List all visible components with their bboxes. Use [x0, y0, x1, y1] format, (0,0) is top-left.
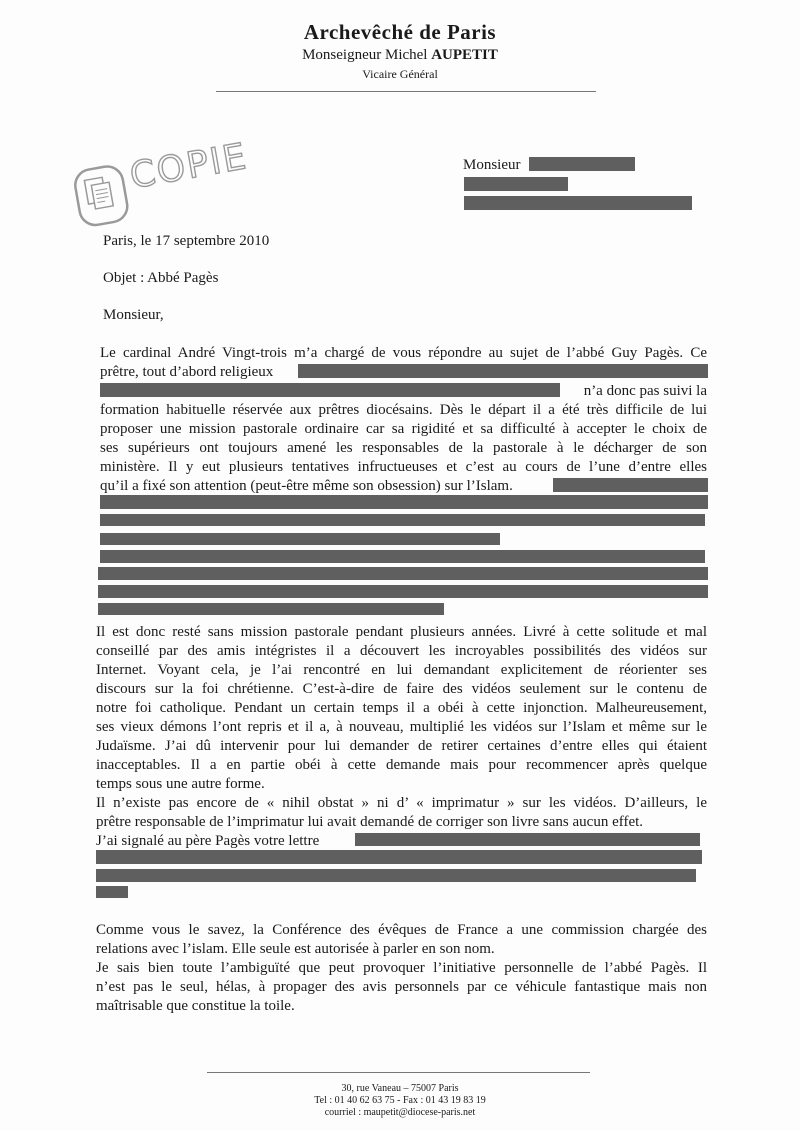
body-line: discours sur la foi chrétienne. C’est-à-dire de faire des vidéos seulement sur le contenu de	[96, 681, 707, 697]
redacted-text	[100, 495, 708, 509]
redacted-text	[298, 364, 708, 378]
letterhead-surname: AUPETIT	[431, 47, 498, 63]
body-line: Judaïsme. J’ai dû intervenir pour lui demander de retirer certaines d’entre elles qui étaient	[96, 738, 707, 754]
body-line: prêtre responsable de l’imprimatur lui avait demandé de corriger son livre sans aucun effet.	[96, 814, 644, 830]
body-line: ministère. Il y eut plusieurs tentatives infructueuses et c’est au cours de l’une d’entre elles	[100, 459, 707, 475]
body-line: Le cardinal André Vingt-trois m’a chargé de vous répondre au sujet de l’abbé Guy Pagès. Ce	[100, 345, 707, 361]
stamp-text: COPIE	[126, 136, 251, 198]
letterhead-name	[0, 47, 800, 64]
body-line: Je sais bien toute l’ambiguïté que peut provoquer l’initiative personnelle de l’abbé Pagès. Il	[96, 960, 707, 976]
redacted-text	[98, 567, 708, 580]
body-line: J’ai signalé au père Pagès votre lettre	[96, 833, 320, 849]
body-line: temps sous une autre forme.	[96, 776, 265, 792]
document-copy-icon	[68, 159, 134, 232]
body-line: Comme vous le savez, la Conférence des évêques de France a une commission chargée des	[96, 922, 707, 938]
footer-divider	[207, 1072, 590, 1073]
body-line: Il est donc resté sans mission pastorale pendant plusieurs années. Livré à cette solitude et mal	[96, 624, 707, 640]
redacted-text	[100, 514, 705, 526]
footer-address: 30, rue Vaneau – 75007 Paris	[341, 1083, 459, 1094]
body-line: n’est pas le seul, hélas, à propager des avis personnels par ce véhicule fantastique mais non	[96, 979, 707, 995]
letterhead-role: Vicaire Général	[362, 67, 438, 81]
redacted-text	[96, 869, 696, 882]
redacted-recipient-address	[464, 196, 692, 210]
greeting: Monsieur,	[103, 307, 164, 323]
body-line: relations avec l’islam. Elle seule est autorisée à parler en son nom.	[96, 941, 495, 957]
body-line: prêtre, tout d’abord religieux	[100, 364, 274, 380]
body-line: formation habituelle réservée aux prêtres diocésains. Dès le départ il a été très difficile de lui	[100, 402, 707, 418]
body-line: conseillé par des amis intégristes il a découvert les incroyables possibilités des vidéos sur	[96, 643, 707, 659]
letterhead-divider	[216, 91, 596, 92]
footer-phone: Tel : 01 40 62 63 75 - Fax : 01 43 19 83 19	[314, 1095, 486, 1106]
body-line: Il n’existe pas encore de « nihil obstat » ni d’ « imprimatur » sur les vidéos. D’ailleurs, le	[96, 795, 707, 811]
redacted-recipient-name	[529, 157, 635, 171]
body-line: inacceptables. Il a en partie obéi à cette demande mais pour recommencer après quelque	[96, 757, 707, 773]
subject-line: Objet : Abbé Pagès	[103, 270, 219, 286]
redacted-text	[100, 533, 500, 545]
redacted-text	[96, 850, 702, 864]
redacted-text	[98, 585, 708, 598]
body-line: ses vieux démons l’ont repris et il a, à nouveau, multiplié les vidéos sur l’Islam et même sur le	[96, 719, 707, 735]
redacted-text	[355, 833, 700, 846]
body-line: notre foi catholique. Pendant un certain temps il a obéi à cette injonction. Malheureusement,	[96, 700, 707, 716]
date-line: Paris, le 17 septembre 2010	[103, 233, 270, 249]
body-line: maîtrisable que constitue la toile.	[96, 998, 295, 1014]
redacted-text	[100, 550, 705, 563]
letterhead-name-prefix: Monseigneur Michel	[302, 47, 428, 63]
redacted-text	[100, 383, 560, 397]
redacted-recipient-line	[464, 177, 568, 191]
redacted-text	[96, 886, 128, 898]
copy-stamp	[66, 128, 257, 238]
body-line: qu’il a fixé son attention (peut-être même son obsession) sur l’Islam.	[100, 478, 513, 494]
body-line: n’a donc pas suivi la	[583, 383, 707, 399]
redacted-text	[98, 603, 444, 615]
footer-email: courriel : maupetit@diocese-paris.net	[324, 1107, 476, 1118]
redacted-text	[553, 478, 708, 492]
recipient-salutation: Monsieur	[463, 157, 521, 173]
letterhead-title: Archevêché de Paris	[303, 20, 497, 44]
body-line: Internet. Voyant cela, je l’ai rencontré en lui demandant explicitement de réorienter ses	[96, 662, 707, 678]
body-line: proposer une mission pastorale ordinaire car sa rigidité et sa difficulté à accepter le choix de	[100, 421, 707, 437]
body-line: ses supérieurs ont toujours amené les responsables de la pastorale à le décharger de son	[100, 440, 707, 456]
